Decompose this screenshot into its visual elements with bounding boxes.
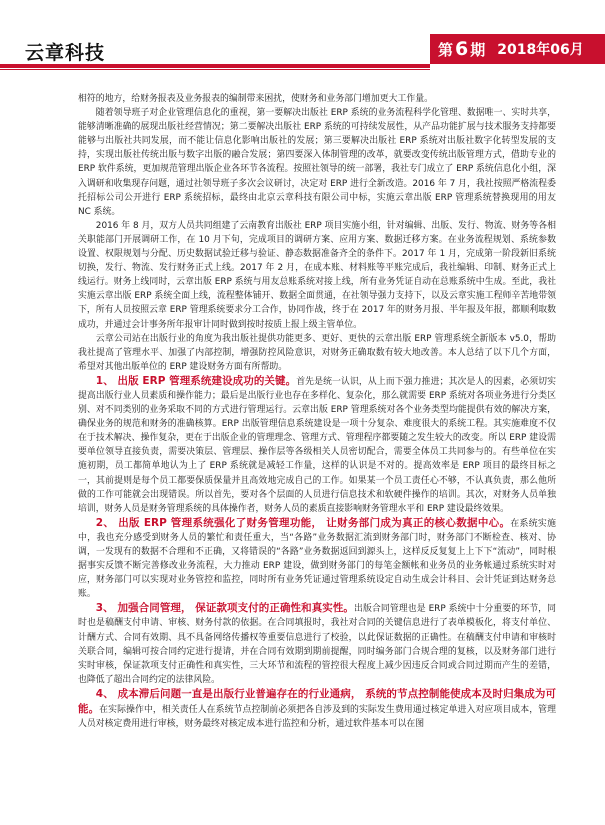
issue-suffix: 期 [470,40,486,59]
section-2 [78,516,556,602]
issue-prefix: 第 [438,40,454,59]
section-1-text: 首先是统一认识，从上而下强力推进；其次是人的因素，必须切实提高出版行业人员素质和操作能力；最后是出版行业也存在多样化、复杂化，那么就需要 ERP 系统对各项业务进行分类区别、对不同类别的业务采取不同的方式进行管理运行。云章出版 ERP 管理系统对各个业务类型均能提供有效的解决方案，确保业务的规范和财务的准确核算。ERP 出版管理信息系统建设是一项十分复杂、难度很大的系统工程。其实施难度不仅在于技术解决、操作复杂，更在于出版企业的管理理念、管理方式、管理程序都要随之发生较大的改变。所以 ERP 建设需要单位领导直接负责，需要决策层、管理层、操作层等各级相关人员密切配合，需要全体员工共同参与的。有些单位在实施初期，员工都简单地认为上了 ERP 系统就是减轻工作量，这样的认识是不对的。提高效率是 ERP 项目的最终目标之一，其前提则是每个员工都要保质保量并且高效地完成自己的工作。如果某一个员工责任心不够，不认真负责，那么他所做的工作可能就会出现错误。所以首先，要对各个层面的人员进行信息技术和软硬件操作的培训。其次，对财务人员单独培训，财务人员是财务管理系统的具体操作者，财务人员的素质直接影响财务管理水平和 ERP 建设最终效果。 [78,376,556,514]
section-3-text: 出版合同管理也是 ERP 系统中十分重要的环节，同时也是稿酬支付申请、审核、财务付款的依据。在合同填报时，我社对合同的关键信息进行了表单模板化，将支付单位、计酬方式、合同有效期、具不具备网络传播权等重要信息进行了校验，以此保证数据的正确性。在稿酬支付申请和审核时关联合同，编辑可按合同约定进行提请，并在合同有效期到期前提醒，同时编务部门合规合理的复核，以及财务部门进行实时审核，保证款项支付正确性和真实性，三大环节和流程的管控很大程度上减少因违反合同或合同过期而产生的差错，也降低了超出合同约定的法律风险。 [78,604,556,685]
section-1-title: 1、 出版 ERP 管理系统建设成功的关键。 [95,374,297,387]
section-3-title: 3、 加强合同管理， 保证款项支付的正确性和真实性。 [95,602,355,615]
section-4-title: 4、 成本滞后问题一直是出版行业普遍存在的行业通病， 系统的节点控制能使成本及时归集成为可能。 [78,687,556,716]
header-rule-thin [0,69,430,70]
paragraph-continued: 相符的地方，给财务报表及业务报表的编制带来困扰，使财务和业务部门增加更大工作量。 [78,94,433,104]
brand-title: 云章科技 [25,42,106,64]
issue-number: 6 [455,38,469,60]
issue-badge [430,34,605,64]
header-rule [0,64,430,68]
newsletter-header [0,0,605,80]
section-2-title: 2、 出版 ERP 管理系统强化了财务管理功能， 让财务部门成为真正的核心数据中心。 [95,516,511,529]
paragraph-implementation: 2016 年 8 月，双方人员共同组建了云南教育出版社 ERP 项目实施小组，针对编辑、出版、发行、物流、财务等各相关职能部门开展调研工作，在 10 月下旬，完成项目的调研方案、应用方案、数据迁移方案。在业务流程规划、系统参数设置、权限规划与分配、历史数据试验迁移与验证、静态数据准备齐全的条件下。2017 年 1 月，完成第一阶段新旧系统切换，发行、物流、发行财务正式上线。2017 年 2 月，在成本账、材料账等平账完成后，我社编辑、印制、财务正式上线运行。财务上线同时，云章出版 ERP 系统与用友总账系统对接上线，所有业务凭证自动在总账系统中生成。至此，我社实施云章出版 ERP 系统全面上线，流程整体铺开、数据全面贯通，在社领导强力支持下，以及云章实施工程师辛苦地带领下，所有人员按照云章 ERP 管理系统要求分工合作，协同作战，终于在 2017 年的财务月报、半年报及年报，都顺利取数成功，并通过会计事务所年报审计同时做到按时按质上报上级主管单位。 [78,220,556,330]
section-3 [78,601,556,687]
section-4-text: 在实际操作中，相关责任人在系统节点控制前必须把各自涉及到的实际发生费用通过核定单进入对应项目成本，管理人员对核定费用进行审核，财务最终对核定成本进行监控和分析，通过软件基本可以在图 [78,705,556,730]
paragraph-summary: 云章公司站在出版行业的角度为我出版社提供功能更多、更好、更快的云章出版 ERP 管理系统全新版本 v5.0，帮助我社提高了管理水平、加强了内部控制，增强防控风险意识，对财务正确取数有较大地改善。本人总结了以下几个方面，希望对其他出版单位的 ERP 建设财务方面有所帮助。 [78,333,556,372]
section-1 [78,374,556,516]
issue-date: 2018年06月 [497,42,584,58]
paragraph-background: 随着领导班子对企业管理信息化的重视，第一要解决出版社 ERP 系统的业务流程科学化管理、数据唯一、实时共享，能够清晰准确的展现出版社经营情况；第二要解决出版社 ERP 系统的可持续发展性，从产品功能扩展与技术服务支持都要能够与出版社共同发展，而不能让信息化影响出版社的发展；第三要解决出版社 ERP 系统对出版社数字化转型发展的支持，实现出版社传统出版与数字出版的融合发展；第四要深入体制管理的改革，就要改变传统出版管理方式，借助专业的 ERP 软件系统，更加规范管理出版企业各环节各流程。按照社领导的统一部署，我社专门成立了 ERP 系统信息化小组，深入调研和收集现存问题，通过社领导班子多次会议研讨，决定对 ERP 进行全新改造。2016 年 7 月，我社按照严格流程委托招标公司公开进行 ERP 系统招标，最终由北京云章科技有限公司中标，实施云章出版 ERP 管理系统替换现用的用友 NC 系统。 [78,108,556,217]
section-4 [78,687,556,731]
article-body [78,92,556,731]
section-2-text: 在系统实施中，我也充分感受到财务人员的繁忙和责任重大，当“各路”业务数据汇流到财务部门时，财务部门不断检查、核对、协调，一发现有的数据不合理和不正确，又将错误的“各路”业务数据返回到源头上，这样反反复复上上下下“流动”，同时根据事实反馈不断完善修改业务流程，大力推动 ERP 建设，做到财务部门的每笔金额帐和业务员的业务帐通过系统实时对应，财务部门可以实现对业务管控和监控，同时所有业务凭证通过管理系统设定自动生成会计科目、会计凭证到达财务总账。 [78,518,556,600]
